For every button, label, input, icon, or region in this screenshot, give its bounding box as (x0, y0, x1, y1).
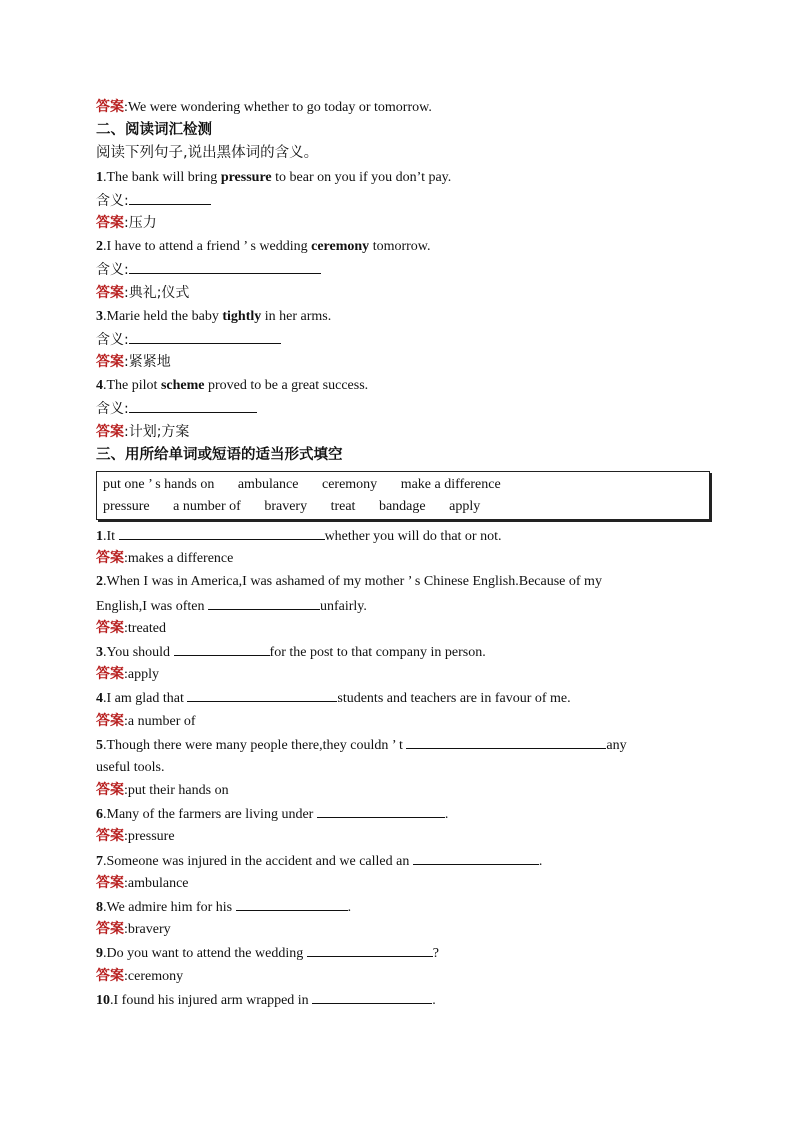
answer-label: 答案 (96, 284, 124, 301)
question-line (96, 235, 708, 258)
meaning-line (96, 328, 708, 351)
question-line (96, 166, 708, 189)
question-number: 2 (96, 239, 103, 255)
answer-text: :apply (124, 667, 159, 683)
answer-blank[interactable] (129, 328, 281, 344)
question-line (96, 733, 708, 756)
answer-line (96, 617, 708, 640)
question-text: useful tools. (96, 759, 165, 775)
fill-blank[interactable] (174, 640, 270, 656)
question-line (96, 570, 708, 593)
answer-line (96, 351, 708, 374)
word-bank-row (103, 496, 703, 518)
answer-text: :计划;方案 (124, 423, 190, 440)
answer-label: 答案 (96, 712, 124, 729)
question-number: 9 (96, 946, 103, 962)
meaning-line (96, 189, 708, 212)
fill-blank[interactable] (119, 524, 325, 540)
answer-label: 答案 (96, 550, 124, 567)
fill-blank[interactable] (413, 849, 539, 865)
meaning-line (96, 258, 708, 281)
fill-blank[interactable] (317, 802, 445, 818)
question-number: 2 (96, 574, 103, 590)
answer-text: :典礼;仪式 (124, 284, 190, 301)
question-text: in her arms. (261, 308, 332, 324)
answer-label: 答案 (96, 354, 124, 371)
answer-line (96, 547, 708, 570)
answer-text: :压力 (124, 214, 157, 231)
question-line (96, 640, 708, 663)
answer-line (96, 710, 708, 733)
section-title: 二、阅读词汇检测 (96, 122, 212, 139)
question-number: 4 (96, 378, 103, 394)
keyword: scheme (160, 378, 205, 394)
question-text: .We admire him for his (103, 900, 236, 915)
question-text: tomorrow. (369, 239, 431, 255)
question-text: any (606, 737, 627, 753)
word-bank-row (103, 474, 703, 496)
answer-text: :makes a difference (124, 551, 234, 567)
answer-text: :ceremony (124, 968, 184, 984)
answer-label: 答案 (96, 423, 124, 440)
question-text: whether you will do that or not. (324, 529, 502, 544)
question-text: . (538, 853, 543, 869)
question-text: . (347, 900, 352, 915)
word-bank-item: apply (449, 498, 481, 514)
question-text: .The bank will bring (103, 169, 221, 185)
question-text: .You should (103, 644, 174, 660)
question-line (96, 374, 708, 397)
question-line-continued (96, 594, 708, 617)
question-text: .The pilot (103, 378, 161, 394)
answer-line (96, 825, 708, 848)
word-bank-item: a number of (173, 498, 241, 514)
question-number: 8 (96, 900, 103, 915)
word-bank-item: bravery (264, 498, 308, 514)
answer-label: 答案 (96, 619, 124, 636)
question-text: .I am glad that (103, 691, 188, 707)
answer-line (96, 965, 708, 988)
question-number: 3 (96, 644, 103, 660)
word-bank-item: put one ’ s hands on (103, 477, 215, 492)
question-number: 3 (96, 308, 103, 324)
question-text: to bear on you if you don’t pay. (271, 169, 452, 185)
fill-blank[interactable] (236, 895, 348, 911)
question-text: students and teachers are in favour of me. (337, 691, 571, 707)
question-text: unfairly. (319, 598, 367, 614)
word-bank-item: pressure (103, 498, 150, 514)
keyword: ceremony (311, 239, 370, 255)
answer-label: 答案 (96, 99, 124, 115)
word-bank-item: treat (330, 498, 356, 514)
fill-blank[interactable] (187, 686, 337, 702)
fill-blank[interactable] (307, 941, 433, 957)
meaning-label: 含义: (96, 401, 129, 418)
question-number: 5 (96, 737, 103, 753)
answer-blank[interactable] (129, 397, 257, 413)
question-text: ? (432, 946, 439, 962)
word-bank-item: make a difference (400, 477, 501, 492)
question-line (96, 524, 708, 547)
meaning-label: 含义: (96, 262, 129, 279)
meaning-line (96, 397, 708, 420)
section-title: 三、用所给单词或短语的适当形式填空 (96, 446, 343, 463)
question-text: English,I was often (96, 598, 208, 614)
question-text: .I have to attend a friend ’ s wedding (103, 239, 312, 255)
question-text: .Many of the farmers are living under (103, 807, 317, 823)
meaning-label: 含义: (96, 331, 129, 348)
question-text: .When I was in America,I was ashamed of my mother ’ s Chinese English.Because of my (103, 574, 602, 590)
fill-blank[interactable] (208, 594, 320, 610)
question-text: .It (103, 529, 119, 544)
question-number: 4 (96, 691, 103, 707)
question-text: proved to be a great success. (204, 378, 369, 394)
worksheet-page (96, 96, 708, 1011)
question-text: .Though there were many people there,they couldn ’ t (103, 737, 407, 753)
answer-line (96, 421, 708, 444)
word-bank-box (96, 471, 710, 520)
answer-line (96, 779, 708, 802)
answer-label: 答案 (96, 214, 124, 231)
word-bank-item: bandage (378, 498, 426, 514)
question-number: 1 (96, 529, 103, 544)
question-number: 6 (96, 807, 103, 823)
fill-blank[interactable] (406, 733, 606, 749)
answer-blank[interactable] (129, 258, 321, 274)
question-line (96, 941, 708, 964)
fill-blank[interactable] (312, 988, 432, 1004)
answer-label: 答案 (96, 874, 124, 891)
answer-line (96, 282, 708, 305)
word-bank-item: ambulance (237, 477, 299, 492)
question-number: 10 (96, 992, 110, 1008)
answer-blank[interactable] (129, 189, 211, 205)
answer-label: 答案 (96, 967, 124, 984)
question-text: .Marie held the baby (103, 308, 223, 324)
question-line (96, 686, 708, 709)
answer-label: 答案 (96, 782, 124, 799)
answer-label: 答案 (96, 921, 124, 938)
question-line (96, 802, 708, 825)
answer-label: 答案 (96, 666, 124, 683)
question-text: . (444, 807, 449, 823)
question-text: .Someone was injured in the accident and we called an (103, 853, 413, 869)
question-line (96, 895, 708, 918)
answer-line (96, 872, 708, 895)
question-line (96, 305, 708, 328)
question-line-continued (96, 756, 708, 779)
question-text: . (432, 992, 436, 1008)
answer-text: :ambulance (124, 875, 189, 891)
answer-text: :treated (124, 620, 166, 636)
question-text: .Do you want to attend the wedding (103, 946, 307, 962)
answer-text: :pressure (124, 829, 175, 845)
section-instruction: 阅读下列句子,说出黑体词的含义。 (96, 145, 319, 162)
answer-text: :a number of (124, 713, 196, 729)
question-text: for the post to that company in person. (269, 644, 486, 660)
answer-text: :put their hands on (124, 783, 229, 799)
answer-line (96, 663, 708, 686)
keyword: pressure (220, 169, 272, 185)
question-line (96, 988, 708, 1011)
meaning-label: 含义: (96, 192, 129, 209)
question-line (96, 849, 708, 872)
answer-text: :bravery (124, 922, 171, 938)
question-number: 7 (96, 853, 103, 869)
word-bank-item: ceremony (321, 477, 378, 492)
answer-line (96, 212, 708, 235)
answer-label: 答案 (96, 828, 124, 845)
answer-line (96, 918, 708, 941)
question-text: .I found his injured arm wrapped in (110, 992, 313, 1008)
question-number: 1 (96, 169, 103, 185)
answer-text: :紧紧地 (124, 354, 171, 371)
answer-text: :We were wondering whether to go today or tomorrow. (124, 100, 432, 115)
answer-line (96, 96, 708, 119)
keyword: tightly (222, 308, 262, 324)
